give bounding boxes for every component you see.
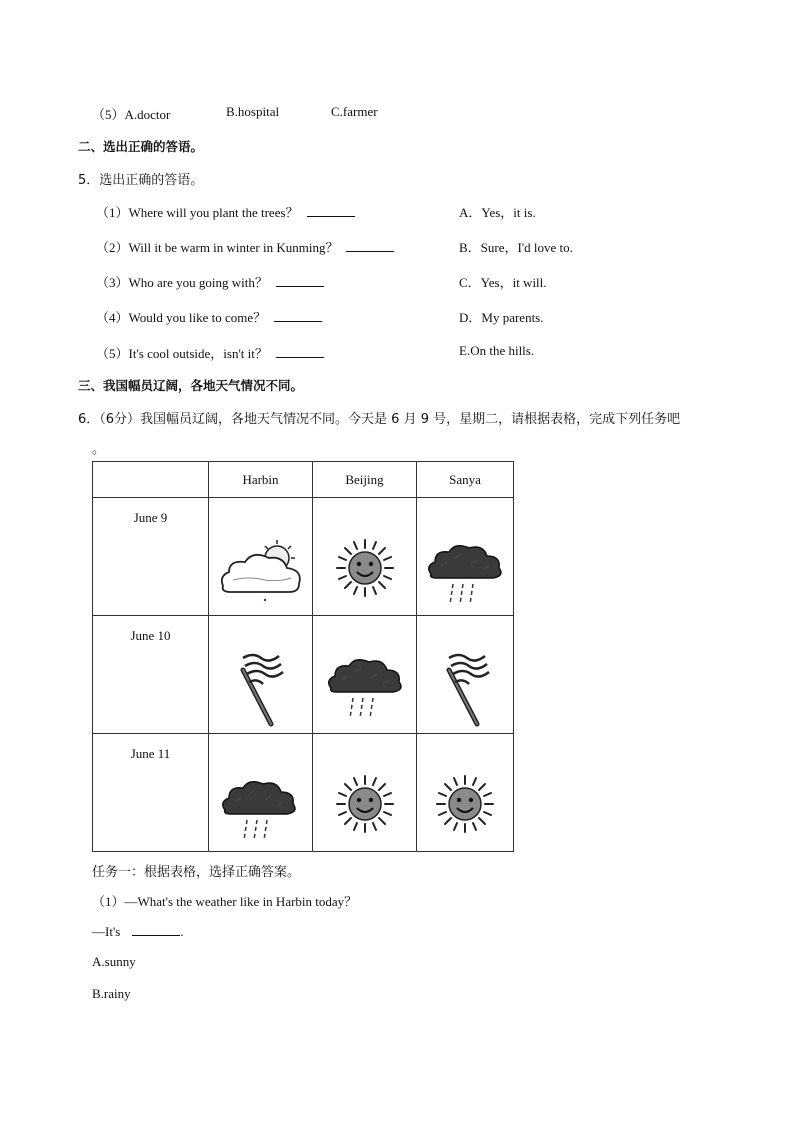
answer-blank[interactable] <box>307 204 355 217</box>
answer-blank[interactable] <box>346 239 394 252</box>
task1-question-1: （1）—What's the weather like in Harbin today？ <box>92 894 358 909</box>
section2-heading: 二、选出正确的答语。 <box>78 139 204 154</box>
weather-cell <box>417 616 514 734</box>
sunny-icon <box>335 774 395 834</box>
q5-answer-c: C．Yes，it will. <box>459 275 547 290</box>
q5-question-1: （1）Where will you plant the trees？ <box>96 202 355 221</box>
cloudy-icon <box>219 536 305 606</box>
answer-blank[interactable] <box>132 923 180 936</box>
weather-cell <box>209 734 313 852</box>
answer-blank[interactable] <box>274 309 322 322</box>
column-header-sanya: Sanya <box>417 462 514 498</box>
row-date-label: June 9 <box>93 498 209 616</box>
q5-question-5: （5）It's cool outside，isn't it？ <box>96 343 324 362</box>
q5-answer-b: B．Sure，I'd love to. <box>459 240 573 255</box>
q5-answer-d: D．My parents. <box>459 310 544 325</box>
q5-question-3: （3）Who are you going with？ <box>96 272 324 291</box>
rainy-icon <box>325 650 405 722</box>
weather-cell <box>417 734 514 852</box>
q6-intro: 6．（6分）我国幅员辽阔，各地天气情况不同。今天是 6 月 9 号，星期二，请根据表格，完成下列任务吧 <box>78 412 681 427</box>
weather-cell <box>209 616 313 734</box>
q5-answer-a: A．Yes，it is. <box>459 205 536 220</box>
sunny-icon <box>435 774 495 834</box>
answer-blank[interactable] <box>276 345 324 358</box>
table-row-june-9 <box>93 498 514 616</box>
table-row-june-10 <box>93 616 514 734</box>
header-empty-cell <box>93 462 209 498</box>
q4-option-c: C.farmer <box>331 104 378 119</box>
q5-title: 5．选出正确的答语。 <box>78 173 204 188</box>
q4-item5-label: （5）A.doctor <box>92 107 171 122</box>
task1-heading: 任务一：根据表格，选择正确答案。 <box>92 865 301 880</box>
task1-answer-line: —It's . <box>92 924 184 939</box>
row-date-label: June 11 <box>93 734 209 852</box>
table-row-june-11 <box>93 734 514 852</box>
task1-option-a: A.sunny <box>92 954 136 969</box>
windy-icon <box>231 650 291 730</box>
weather-cell <box>209 498 313 616</box>
rainy-icon <box>425 536 505 608</box>
rainy-icon <box>219 772 299 844</box>
windy-icon <box>437 650 497 730</box>
q5-answer-e: E.On the hills. <box>459 343 535 358</box>
q5-question-2: （2）Will it be warm in winter in Kunming？ <box>96 237 394 256</box>
task1-option-b: B.rainy <box>92 986 131 1001</box>
row-date-label: June 10 <box>93 616 209 734</box>
sunny-icon <box>335 538 395 598</box>
weather-cell <box>313 616 417 734</box>
weather-table <box>92 461 514 852</box>
q6-intro-end: 。 <box>92 442 106 457</box>
section3-heading: 三、我国幅员辽阔，各地天气情况不同。 <box>78 378 304 393</box>
q4-option-b: B.hospital <box>226 104 280 119</box>
answer-blank[interactable] <box>276 274 324 287</box>
q5-question-4: （4）Would you like to come？ <box>96 307 322 326</box>
column-header-harbin: Harbin <box>209 462 313 498</box>
column-header-beijing: Beijing <box>313 462 417 498</box>
weather-cell <box>313 734 417 852</box>
weather-cell <box>417 498 514 616</box>
weather-cell <box>313 498 417 616</box>
